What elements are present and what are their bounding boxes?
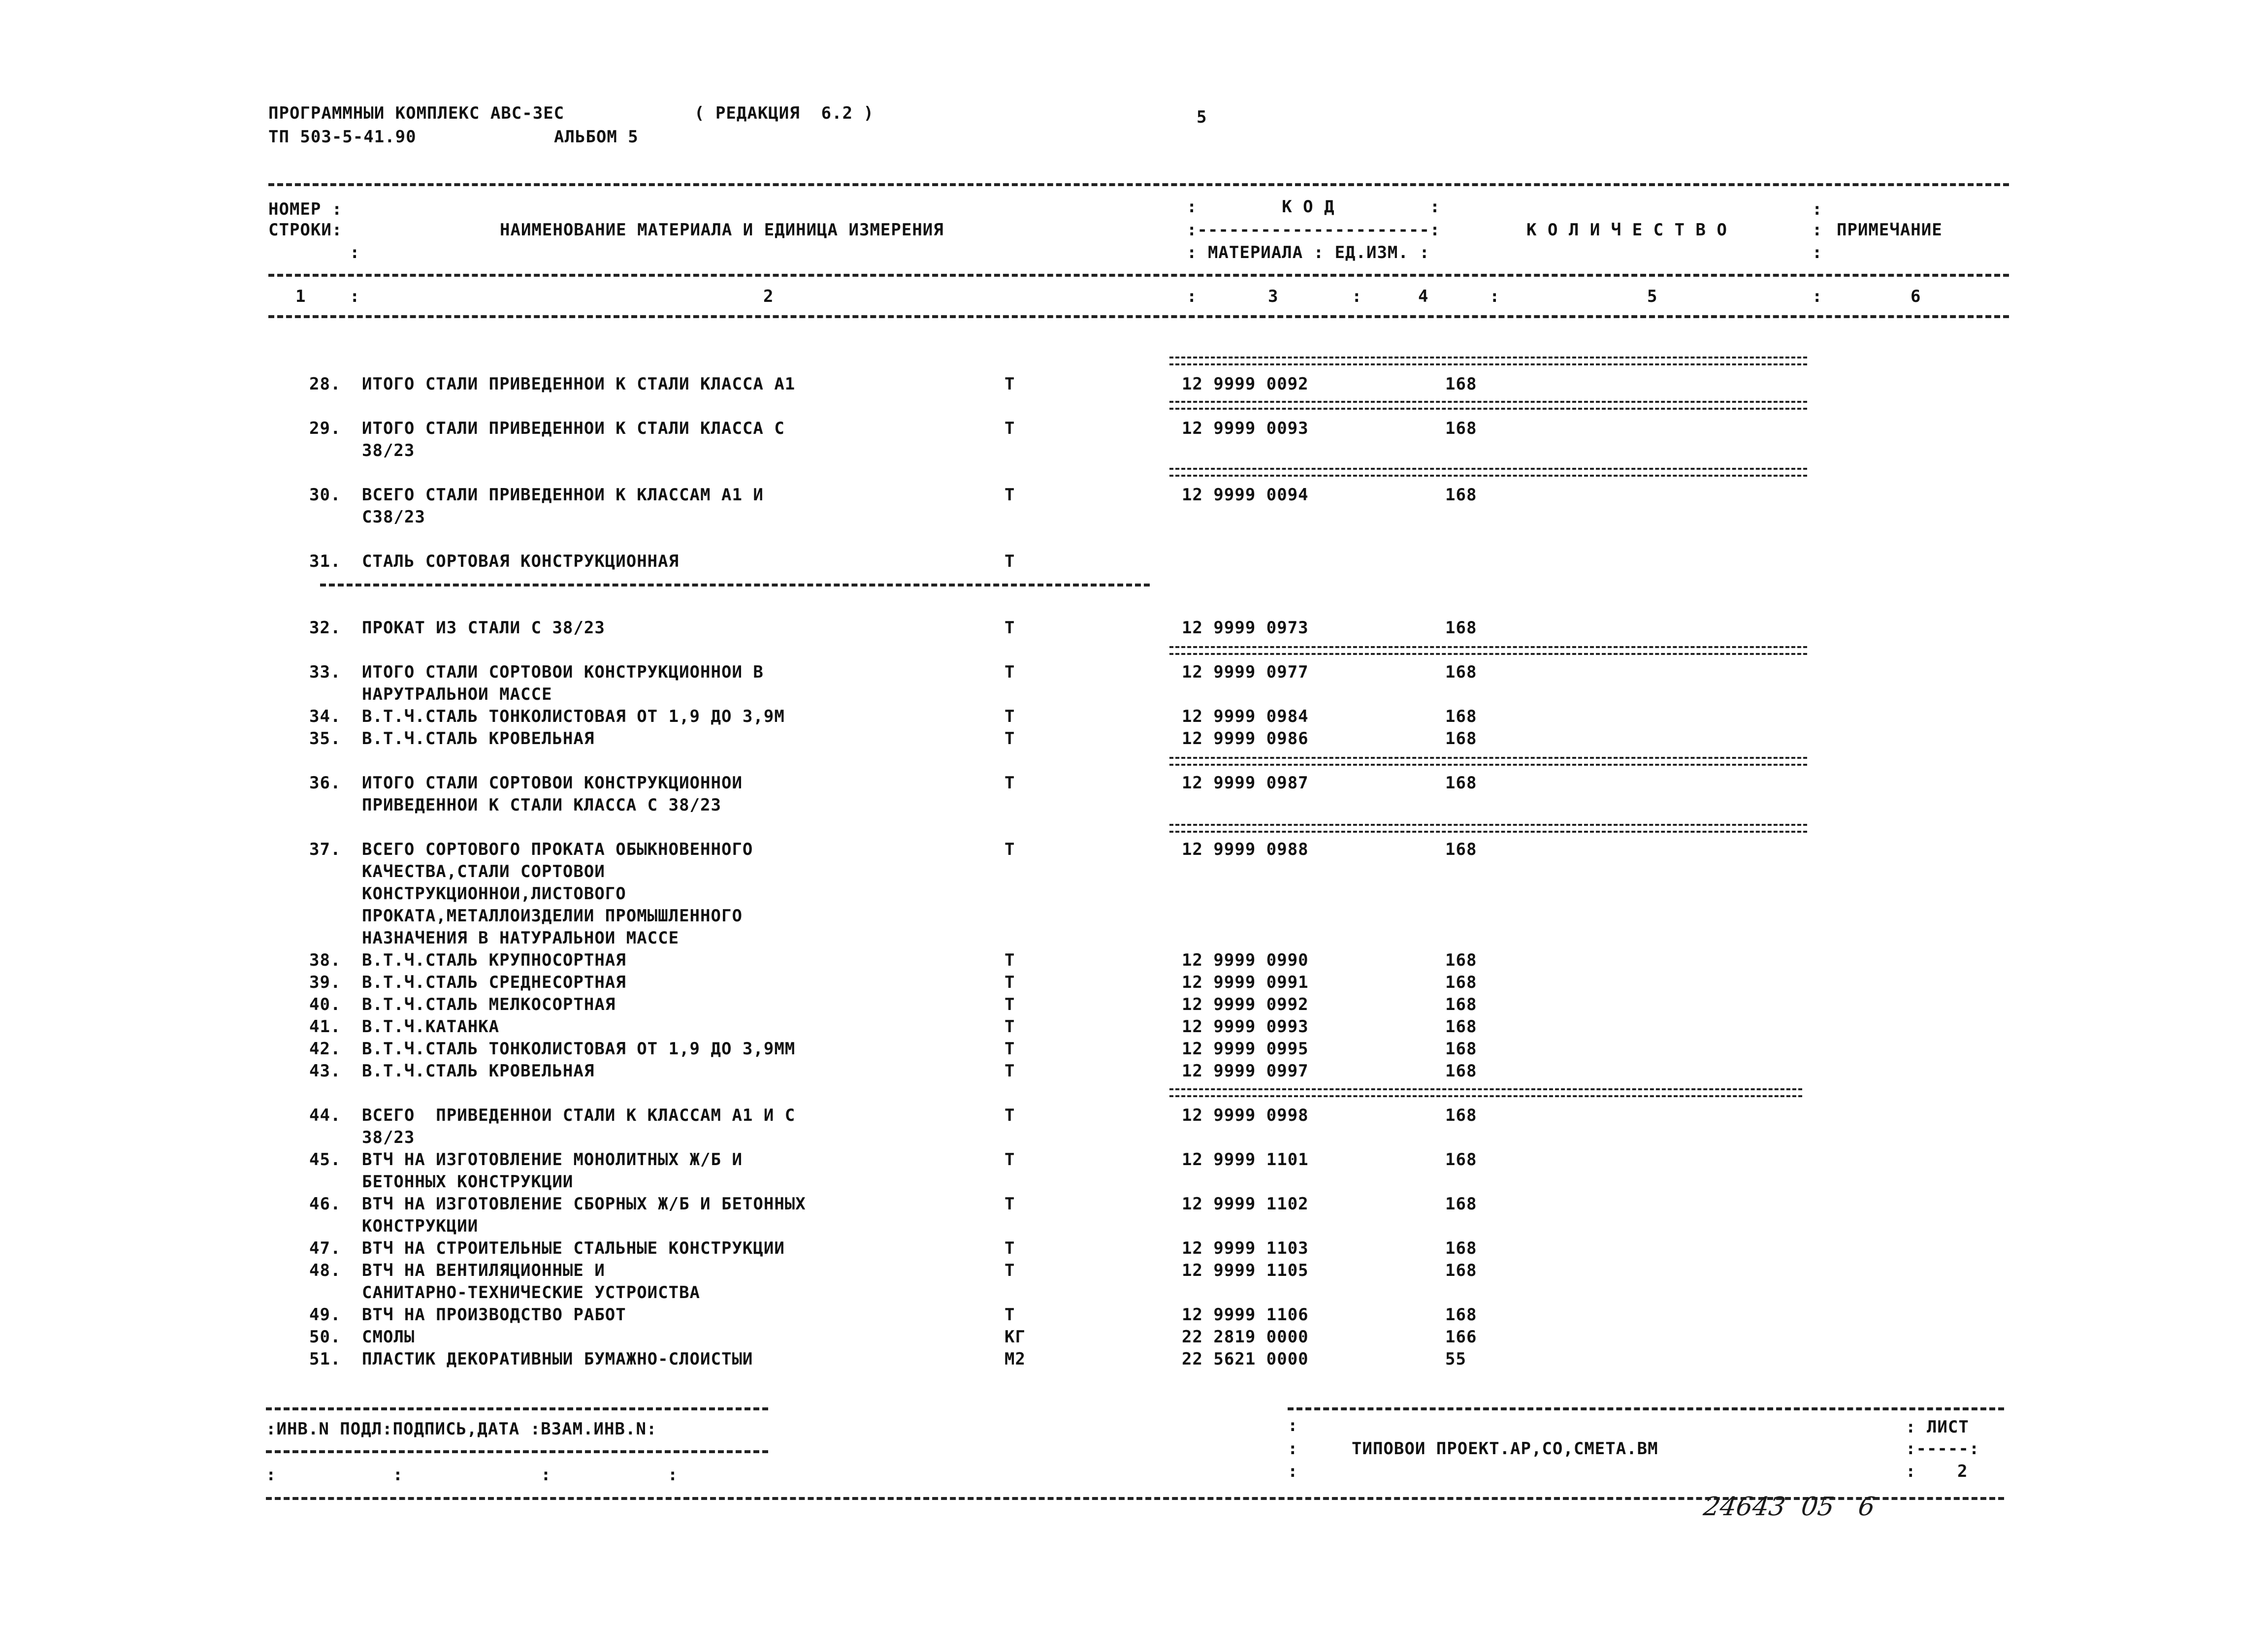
row-unit-code: 168	[1445, 773, 1477, 793]
col-num-1: 1	[295, 287, 306, 306]
row-unit: Т	[1004, 1238, 1015, 1258]
col-note-sep-1: :	[1812, 199, 1823, 219]
row-unit: Т	[1004, 662, 1015, 682]
row-material-code: 22 2819 0000	[1182, 1327, 1309, 1347]
row-material-code: 12 9999 1101	[1182, 1150, 1309, 1170]
row-unit: Т	[1004, 552, 1015, 571]
row-unit-code: 168	[1445, 485, 1477, 505]
row-number: 48.	[309, 1261, 341, 1280]
row-name-line: НАРУТРАЛЬНОИ МАССЕ	[362, 684, 552, 704]
row-unit: Т	[1004, 1261, 1015, 1280]
row-unit-code: 168	[1445, 1150, 1477, 1170]
row-unit: Т	[1004, 1150, 1015, 1170]
double-rule	[1169, 468, 1807, 477]
row-material-code: 12 9999 0998	[1182, 1106, 1309, 1125]
sheet-sep: :-----:	[1906, 1439, 1980, 1459]
row-material-code: 12 9999 0990	[1182, 950, 1309, 970]
row-unit-code: 168	[1445, 973, 1477, 992]
row-number: 43.	[309, 1061, 341, 1081]
row-material-code: 12 9999 1106	[1182, 1305, 1309, 1325]
row-material-code: 12 9999 0984	[1182, 707, 1309, 726]
row-name-line: В.Т.Ч.СТАЛЬ СРЕДНЕСОРТНАЯ	[362, 973, 626, 992]
col-num-sep-5: :	[1812, 287, 1823, 306]
row-name-line: 38/23	[362, 1128, 415, 1147]
row-name-line: В.Т.Ч.СТАЛЬ ТОНКОЛИСТОВАЯ ОТ 1,9 ДО 3,9М	[362, 707, 785, 726]
row-unit: Т	[1004, 1039, 1015, 1059]
row-name-line: ПРИВЕДЕННОИ К СТАЛИ КЛАССА С 38/23	[362, 795, 721, 815]
row-name-line: БЕТОННЫХ КОНСТРУКЦИИ	[362, 1172, 574, 1192]
row-unit-code: 168	[1445, 707, 1477, 726]
row-name-line: ВТЧ НА ИЗГОТОВЛЕНИЕ СБОРНЫХ Ж/Б И БЕТОННЫХ	[362, 1194, 806, 1214]
row-material-code: 12 9999 0992	[1182, 995, 1309, 1014]
stamp-labels: :ИНВ.N ПОДЛ:ПОДПИСЬ,ДАТА :ВЗАМ.ИНВ.N:	[266, 1419, 657, 1439]
row-unit: Т	[1004, 374, 1015, 394]
row-unit: Т	[1004, 1061, 1015, 1081]
row-unit: Т	[1004, 995, 1015, 1014]
row-number: 44.	[309, 1106, 341, 1125]
row-number: 47.	[309, 1238, 341, 1258]
row-name-line: ВСЕГО ПРИВЕДЕННОИ СТАЛИ К КЛАССАМ А1 И С	[362, 1106, 796, 1125]
row-material-code: 12 9999 0993	[1182, 1017, 1309, 1037]
stamp-cells: : : : :	[266, 1465, 679, 1485]
col-name-header: НАИМЕНОВАНИЕ МАТЕРИАЛА И ЕДИНИЦА ИЗМЕРЕНИЯ	[500, 220, 944, 240]
header-rule-mid	[268, 274, 2009, 277]
row-unit: Т	[1004, 840, 1015, 859]
row-material-code: 12 9999 0092	[1182, 374, 1309, 394]
row-name-line: КОНСТРУКЦИИ	[362, 1216, 479, 1236]
row-unit-code: 168	[1445, 1305, 1477, 1325]
col-rowno-3: :	[350, 243, 360, 262]
col-code-3: : МАТЕРИАЛА : ЕД.ИЗМ. :	[1187, 243, 1430, 262]
footer-rule-left-mid	[266, 1450, 768, 1453]
row-material-code: 12 9999 0988	[1182, 840, 1309, 859]
row-unit-code: 168	[1445, 995, 1477, 1014]
row-name-line: СМОЛЫ	[362, 1327, 415, 1347]
row-number: 41.	[309, 1017, 341, 1037]
col-note-sep-3: :	[1812, 243, 1823, 262]
row-unit-code: 168	[1445, 1039, 1477, 1059]
row-number: 32.	[309, 618, 341, 638]
footer-rule-right-top	[1288, 1407, 2004, 1410]
row-number: 35.	[309, 729, 341, 749]
row-unit: Т	[1004, 1017, 1015, 1037]
row-number: 40.	[309, 995, 341, 1014]
col-num-sep-1: :	[350, 287, 360, 306]
col-num-sep-3: :	[1352, 287, 1362, 306]
row-name-line: ВТЧ НА ПРОИЗВОДСТВО РАБОТ	[362, 1305, 626, 1325]
header-rule-top	[268, 183, 2009, 186]
sheet-prefix: :	[1906, 1462, 1916, 1481]
row-unit-code: 168	[1445, 1194, 1477, 1214]
footer-sep-2: :	[1288, 1439, 1298, 1459]
row-name-line: ВСЕГО СТАЛИ ПРИВЕДЕННОИ К КЛАССАМ А1 И	[362, 485, 764, 505]
row-unit: Т	[1004, 950, 1015, 970]
row-material-code: 12 9999 1105	[1182, 1261, 1309, 1280]
row-unit-code: 168	[1445, 374, 1477, 394]
double-rule	[1169, 757, 1807, 766]
row-name-line: ИТОГО СТАЛИ СОРТОВОИ КОНСТРУКЦИОННОИ В	[362, 662, 764, 682]
double-rule	[1169, 646, 1807, 655]
row-material-code: 12 9999 0986	[1182, 729, 1309, 749]
double-rule	[1169, 1088, 1802, 1097]
row-unit-code: 168	[1445, 729, 1477, 749]
row-number: 29.	[309, 419, 341, 438]
row-number: 45.	[309, 1150, 341, 1170]
row-name-line: НАЗНАЧЕНИЯ В НАТУРАЛЬНОИ МАССЕ	[362, 928, 680, 948]
row-material-code: 12 9999 0995	[1182, 1039, 1309, 1059]
row-number: 31.	[309, 552, 341, 571]
row-number: 50.	[309, 1327, 341, 1347]
row-name-line: САНИТАРНО-ТЕХНИЧЕСКИЕ УСТРОИСТВА	[362, 1283, 701, 1302]
row-unit-code: 55	[1445, 1349, 1466, 1369]
row-unit: Т	[1004, 1305, 1015, 1325]
row-unit-code: 166	[1445, 1327, 1477, 1347]
double-rule	[1169, 824, 1807, 833]
row-unit: Т	[1004, 1194, 1015, 1214]
row-unit: Т	[1004, 485, 1015, 505]
row-name-line: ПРОКАТ ИЗ СТАЛИ С 38/23	[362, 618, 605, 638]
row-number: 42.	[309, 1039, 341, 1059]
row-material-code: 12 9999 1102	[1182, 1194, 1309, 1214]
row-name-line: В.Т.Ч.СТАЛЬ ТОНКОЛИСТОВАЯ ОТ 1,9 ДО 3,9ММ	[362, 1039, 796, 1059]
row-unit-code: 168	[1445, 950, 1477, 970]
row-unit-code: 168	[1445, 1238, 1477, 1258]
header-rule-bottom	[268, 315, 2009, 318]
row-name-line: СТАЛЬ СОРТОВАЯ КОНСТРУКЦИОННАЯ	[362, 552, 680, 571]
row-unit: Т	[1004, 419, 1015, 438]
page-number: 5	[1197, 107, 1207, 127]
row-number: 39.	[309, 973, 341, 992]
sheet-label: : ЛИСТ	[1906, 1417, 1969, 1437]
row-name-line: ИТОГО СТАЛИ ПРИВЕДЕННОИ К СТАЛИ КЛАССА С	[362, 419, 785, 438]
row-number: 51.	[309, 1349, 341, 1369]
col-num-sep-4: :	[1490, 287, 1500, 306]
header-album: АЛЬБОМ 5	[554, 127, 639, 147]
row-material-code: 22 5621 0000	[1182, 1349, 1309, 1369]
project-title: ТИПОВОИ ПРОЕКТ.АР,СО,СМЕТА.ВМ	[1352, 1439, 1658, 1459]
row-name-line: ПРОКАТА,МЕТАЛЛОИЗДЕЛИИ ПРОМЫШЛЕННОГО	[362, 906, 743, 926]
row-number: 49.	[309, 1305, 341, 1325]
row-name-line: 38/23	[362, 441, 415, 460]
row-name-line: В.Т.Ч.СТАЛЬ МЕЛКОСОРТНАЯ	[362, 995, 616, 1014]
sheet-number: 2	[1957, 1462, 1968, 1481]
row-unit: Т	[1004, 973, 1015, 992]
row-material-code: 12 9999 0093	[1182, 419, 1309, 438]
row-number: 28.	[309, 374, 341, 394]
row-unit-code: 168	[1445, 840, 1477, 859]
row-number: 30.	[309, 485, 341, 505]
row-unit: Т	[1004, 1106, 1015, 1125]
row-number: 36.	[309, 773, 341, 793]
col-num-sep-2: :	[1187, 287, 1198, 306]
row-material-code: 12 9999 0987	[1182, 773, 1309, 793]
row-unit-code: 168	[1445, 1061, 1477, 1081]
footer-sep-3: :	[1288, 1462, 1298, 1481]
section-rule	[320, 584, 1150, 586]
col-num-5: 5	[1647, 287, 1658, 306]
row-name-line: КАЧЕСТВА,СТАЛИ СОРТОВОИ	[362, 862, 605, 881]
row-unit: Т	[1004, 618, 1015, 638]
col-rowno-2: СТРОКИ:	[268, 220, 343, 240]
handwritten-number: 24643 05 6	[1701, 1492, 1877, 1522]
row-unit: Т	[1004, 729, 1015, 749]
row-unit: Т	[1004, 773, 1015, 793]
double-rule	[1169, 357, 1807, 365]
row-name-line: В.Т.Ч.СТАЛЬ КРОВЕЛЬНАЯ	[362, 729, 595, 749]
row-name-line: ВСЕГО СОРТОВОГО ПРОКАТА ОБЫКНОВЕННОГО	[362, 840, 753, 859]
double-rule	[1169, 401, 1807, 410]
col-code-1: : К О Д :	[1187, 197, 1441, 217]
header-edition: ( РЕДАКЦИЯ 6.2 )	[694, 103, 874, 123]
col-note-sep-2: :	[1812, 220, 1823, 240]
row-number: 38.	[309, 950, 341, 970]
col-code-2: :----------------------:	[1187, 220, 1441, 240]
row-number: 33.	[309, 662, 341, 682]
row-name-line: ВТЧ НА ВЕНТИЛЯЦИОННЫЕ И	[362, 1261, 605, 1280]
row-material-code: 12 9999 0094	[1182, 485, 1309, 505]
row-material-code: 12 9999 0973	[1182, 618, 1309, 638]
row-number: 37.	[309, 840, 341, 859]
row-number: 34.	[309, 707, 341, 726]
row-material-code: 12 9999 0997	[1182, 1061, 1309, 1081]
col-num-6: 6	[1911, 287, 1921, 306]
row-material-code: 12 9999 1103	[1182, 1238, 1309, 1258]
row-unit-code: 168	[1445, 618, 1477, 638]
row-material-code: 12 9999 0991	[1182, 973, 1309, 992]
row-name-line: ИТОГО СТАЛИ ПРИВЕДЕННОИ К СТАЛИ КЛАССА А1	[362, 374, 796, 394]
col-rowno-1: НОМЕР :	[268, 199, 343, 219]
footer-sep-1: :	[1288, 1416, 1298, 1435]
row-unit-code: 168	[1445, 1261, 1477, 1280]
row-unit: Т	[1004, 707, 1015, 726]
col-num-3: 3	[1268, 287, 1279, 306]
col-num-4: 4	[1418, 287, 1429, 306]
row-name-line: ПЛАСТИК ДЕКОРАТИВНЫИ БУМАЖНО-СЛОИСТЫИ	[362, 1349, 753, 1369]
header-project: ТП 503-5-41.90	[268, 127, 417, 147]
row-unit-code: 168	[1445, 1106, 1477, 1125]
col-quantity-header: К О Л И Ч Е С Т В О	[1526, 220, 1727, 240]
row-unit: КГ	[1004, 1327, 1026, 1347]
row-name-line: ВТЧ НА СТРОИТЕЛЬНЫЕ СТАЛЬНЫЕ КОНСТРУКЦИИ	[362, 1238, 785, 1258]
row-name-line: ИТОГО СТАЛИ СОРТОВОИ КОНСТРУКЦИОННОИ	[362, 773, 743, 793]
row-unit-code: 168	[1445, 419, 1477, 438]
row-number: 46.	[309, 1194, 341, 1214]
row-name-line: В.Т.Ч.СТАЛЬ КРУПНОСОРТНАЯ	[362, 950, 626, 970]
row-name-line: В.Т.Ч.КАТАНКА	[362, 1017, 500, 1037]
row-unit-code: 168	[1445, 662, 1477, 682]
row-unit: М2	[1004, 1349, 1026, 1369]
row-material-code: 12 9999 0977	[1182, 662, 1309, 682]
row-name-line: ВТЧ НА ИЗГОТОВЛЕНИЕ МОНОЛИТНЫХ Ж/Б И	[362, 1150, 743, 1170]
row-name-line: С38/23	[362, 507, 425, 527]
row-unit-code: 168	[1445, 1017, 1477, 1037]
col-num-2: 2	[763, 287, 774, 306]
col-note-header: ПРИМЕЧАНИЕ	[1837, 220, 1943, 240]
footer-rule-left-top	[266, 1407, 768, 1410]
header-program: ПРОГРАММНЫИ КОМПЛЕКС АВС-3ЕС	[268, 103, 565, 123]
row-name-line: КОНСТРУКЦИОННОИ,ЛИСТОВОГО	[362, 884, 626, 904]
row-name-line: В.Т.Ч.СТАЛЬ КРОВЕЛЬНАЯ	[362, 1061, 595, 1081]
